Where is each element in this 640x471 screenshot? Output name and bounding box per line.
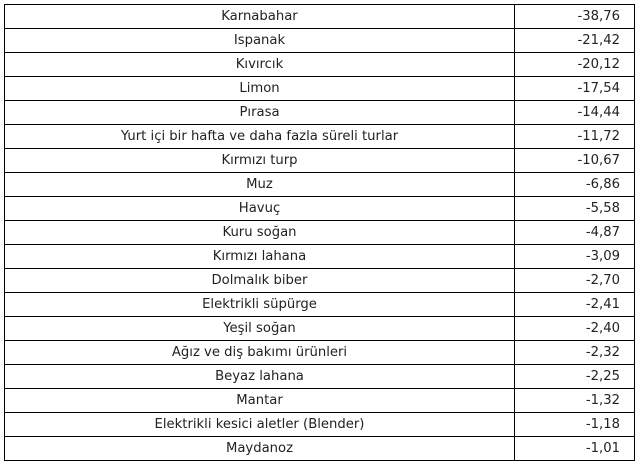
- item-name-cell: Havuç: [5, 197, 515, 221]
- table-row: [5, 245, 635, 269]
- price-change-table: [4, 4, 635, 461]
- change-value-cell: -38,76: [515, 5, 635, 29]
- item-name-cell: Ispanak: [5, 29, 515, 53]
- item-name-cell: Kırmızı lahana: [5, 245, 515, 269]
- change-value-cell: -2,40: [515, 317, 635, 341]
- change-value-cell: -2,25: [515, 365, 635, 389]
- table-row: [5, 77, 635, 101]
- item-name-cell: Karnabahar: [5, 5, 515, 29]
- item-name-cell: Kırmızı turp: [5, 149, 515, 173]
- table-row: [5, 341, 635, 365]
- change-value-cell: -14,44: [515, 101, 635, 125]
- item-name-cell: Kuru soğan: [5, 221, 515, 245]
- item-name-cell: Yurt içi bir hafta ve daha fazla süreli turlar: [5, 125, 515, 149]
- item-name-cell: Muz: [5, 173, 515, 197]
- change-value-cell: -1,32: [515, 389, 635, 413]
- change-value-cell: -3,09: [515, 245, 635, 269]
- table-row: [5, 149, 635, 173]
- item-name-cell: Kıvırcık: [5, 53, 515, 77]
- change-value-cell: -10,67: [515, 149, 635, 173]
- item-name-cell: Elektrikli süpürge: [5, 293, 515, 317]
- table-row: [5, 5, 635, 29]
- item-name-cell: Limon: [5, 77, 515, 101]
- change-value-cell: -1,01: [515, 437, 635, 461]
- change-value-cell: -20,12: [515, 53, 635, 77]
- change-value-cell: -2,32: [515, 341, 635, 365]
- change-value-cell: -17,54: [515, 77, 635, 101]
- change-value-cell: -2,41: [515, 293, 635, 317]
- table-row: [5, 101, 635, 125]
- item-name-cell: Beyaz lahana: [5, 365, 515, 389]
- change-value-cell: -21,42: [515, 29, 635, 53]
- table-row: [5, 317, 635, 341]
- table-row: [5, 389, 635, 413]
- change-value-cell: -1,18: [515, 413, 635, 437]
- price-change-table-container: [4, 4, 635, 461]
- item-name-cell: Mantar: [5, 389, 515, 413]
- item-name-cell: Elektrikli kesici aletler (Blender): [5, 413, 515, 437]
- table-row: [5, 125, 635, 149]
- table-row: [5, 269, 635, 293]
- change-value-cell: -11,72: [515, 125, 635, 149]
- table-row: [5, 53, 635, 77]
- item-name-cell: Maydanoz: [5, 437, 515, 461]
- table-row: [5, 29, 635, 53]
- item-name-cell: Pırasa: [5, 101, 515, 125]
- change-value-cell: -5,58: [515, 197, 635, 221]
- change-value-cell: -2,70: [515, 269, 635, 293]
- table-row: [5, 437, 635, 461]
- change-value-cell: -6,86: [515, 173, 635, 197]
- table-body: [5, 5, 635, 461]
- item-name-cell: Dolmalık biber: [5, 269, 515, 293]
- table-row: [5, 221, 635, 245]
- table-row: [5, 293, 635, 317]
- table-row: [5, 173, 635, 197]
- table-row: [5, 413, 635, 437]
- change-value-cell: -4,87: [515, 221, 635, 245]
- table-row: [5, 197, 635, 221]
- item-name-cell: Yeşil soğan: [5, 317, 515, 341]
- item-name-cell: Ağız ve diş bakımı ürünleri: [5, 341, 515, 365]
- table-row: [5, 365, 635, 389]
